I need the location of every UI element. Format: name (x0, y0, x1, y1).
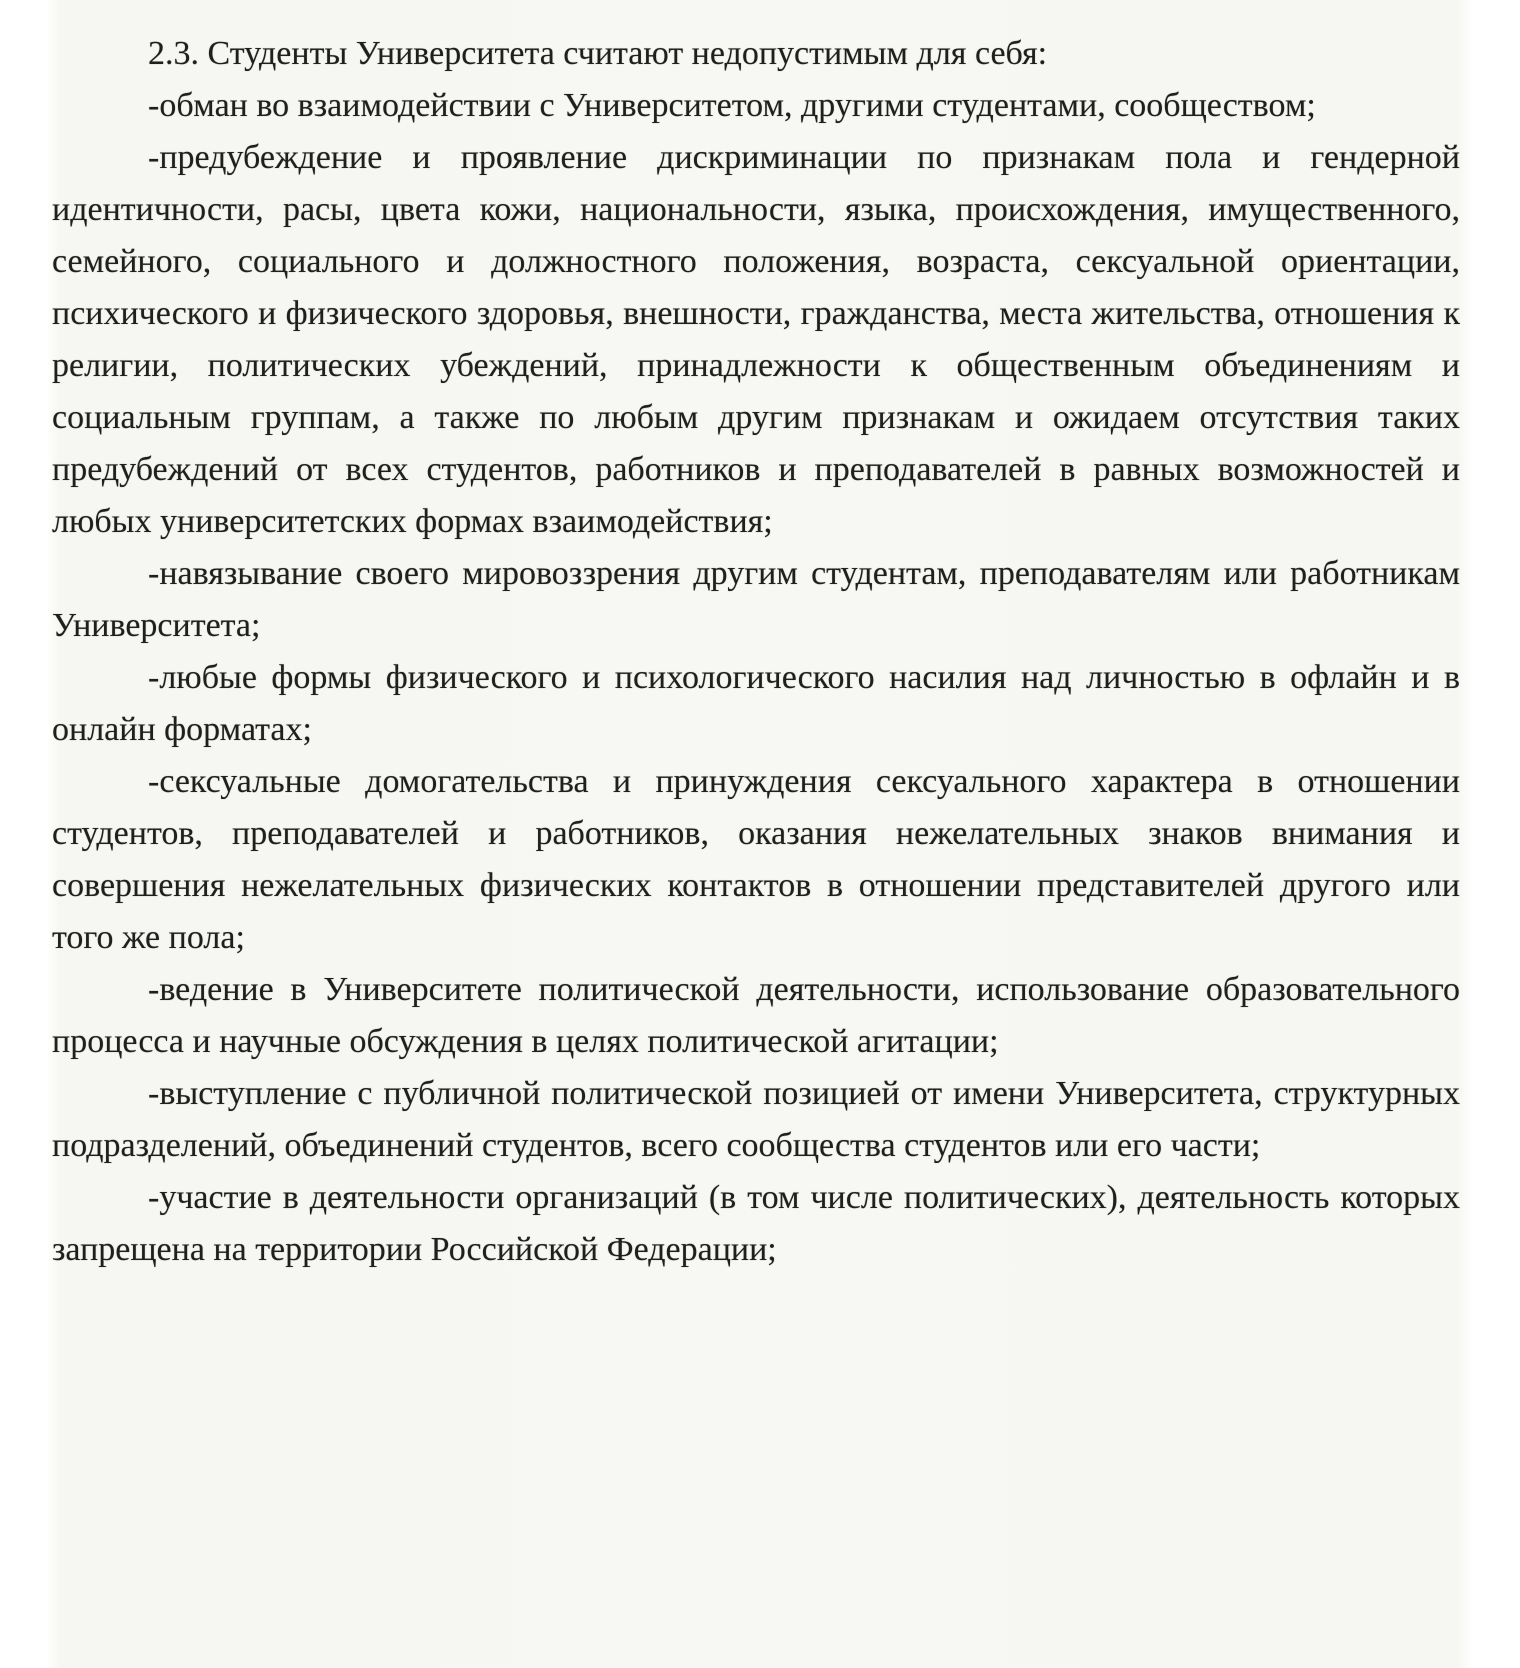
list-item-harassment: -сексуальные домогательства и принуждения сексуального характера в отношении студентов, преподавателей и работников, оказания нежелательных знаков внимания и совершения нежелательных физических контактов в отношении представителей другого или того же пола; (52, 763, 1460, 956)
list-item-imposing-worldview: -навязывание своего мировоззрения другим студентам, преподавателям или работникам Университета; (52, 555, 1460, 644)
list-item-political-activity: -ведение в Университете политической деятельности, использование образовательного процесса и научные обсуждения в целях политической агитации; (52, 971, 1460, 1060)
list-item-banned-organizations: -участие в деятельности организаций (в том числе политических), деятельность которых запрещена на территории Российской Федерации; (52, 1179, 1460, 1268)
list-item-discrimination: -предубеждение и проявление дискриминации по признакам пола и гендерной идентичности, расы, цвета кожи, национальности, языка, происхождения, имущественного, семейного, социального и должностного положения, возраста, сексуальной ориентации, психического и физического здоровья, внешности, гражданства, места жительства, отношения к религии, политических убеждений, принадлежности к общественным объединениям и социальным группам, а также по любым другим признакам и ожидаем отсутствия таких предубеждений от всех студентов, работников и преподавателей в равных возможностей и любых университетских формах взаимодействия; (52, 139, 1460, 540)
list-item-public-political-position: -выступление с публичной политической позицией от имени Университета, структурных подразделений, объединений студентов, всего сообщества студентов или его части; (52, 1075, 1460, 1164)
list-item-violence: -любые формы физического и психологического насилия над личностью в офлайн и в онлайн форматах; (52, 659, 1460, 748)
list-item-deception: -обман во взаимодействии с Университетом, другими студентами, сообществом; (148, 87, 1316, 124)
section-heading: 2.3. Студенты Университета считают недопустимым для себя: (148, 35, 1048, 72)
